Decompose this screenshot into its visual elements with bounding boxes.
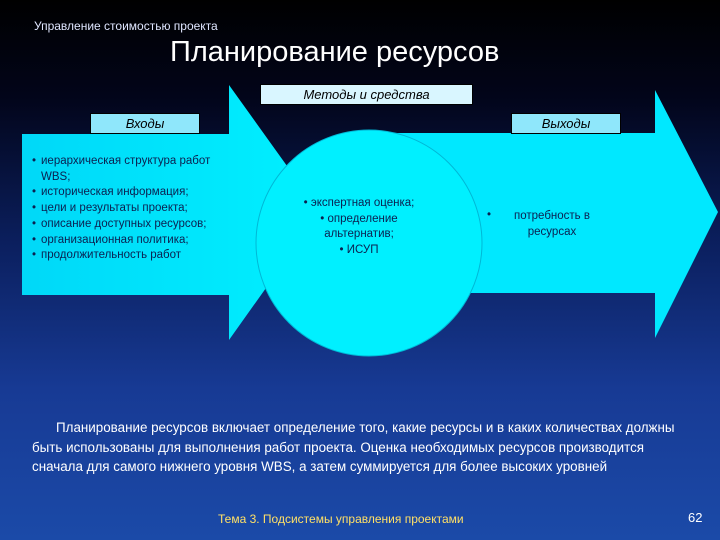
methods-item: • экспертная оценка;	[303, 197, 415, 209]
methods-label-box: Методы и средства	[260, 84, 473, 105]
slide-number: 62	[688, 510, 703, 525]
outputs-label-box: Выходы	[511, 113, 621, 134]
inputs-item: • иерархическая структура работ WBS;	[32, 154, 232, 185]
outputs-bullet: •	[487, 209, 492, 221]
methods-item: • определение альтернатив;	[320, 212, 398, 241]
methods-list	[296, 196, 422, 259]
summary-text: Планирование ресурсов включает определение того, какие ресурсы и в каких количествах должны быть использованы для выполнения работ проекта. Оценка необходимых ресурсов производится сначала для самого нижнего уровня WBS, а затем суммируется для более высоких уровней	[32, 420, 675, 475]
footer-topic: Тема 3. Подсистемы управления проектами	[218, 512, 464, 526]
inputs-label-box: Входы	[90, 113, 200, 134]
inputs-item: • организационная политика;	[32, 233, 232, 249]
inputs-list	[32, 154, 232, 264]
inputs-item: • описание доступных ресурсов;	[32, 217, 232, 233]
inputs-item: • цели и результаты проекта;	[32, 201, 232, 217]
inputs-item: • продолжительность работ	[32, 248, 232, 264]
inputs-item: • историческая информация;	[32, 185, 232, 201]
outputs-text: потребность в ресурсах	[514, 210, 590, 238]
methods-item: • ИСУП	[339, 244, 379, 257]
course-title: Управление стоимостью проекта	[34, 19, 218, 33]
slide-title: Планирование ресурсов	[170, 36, 500, 68]
